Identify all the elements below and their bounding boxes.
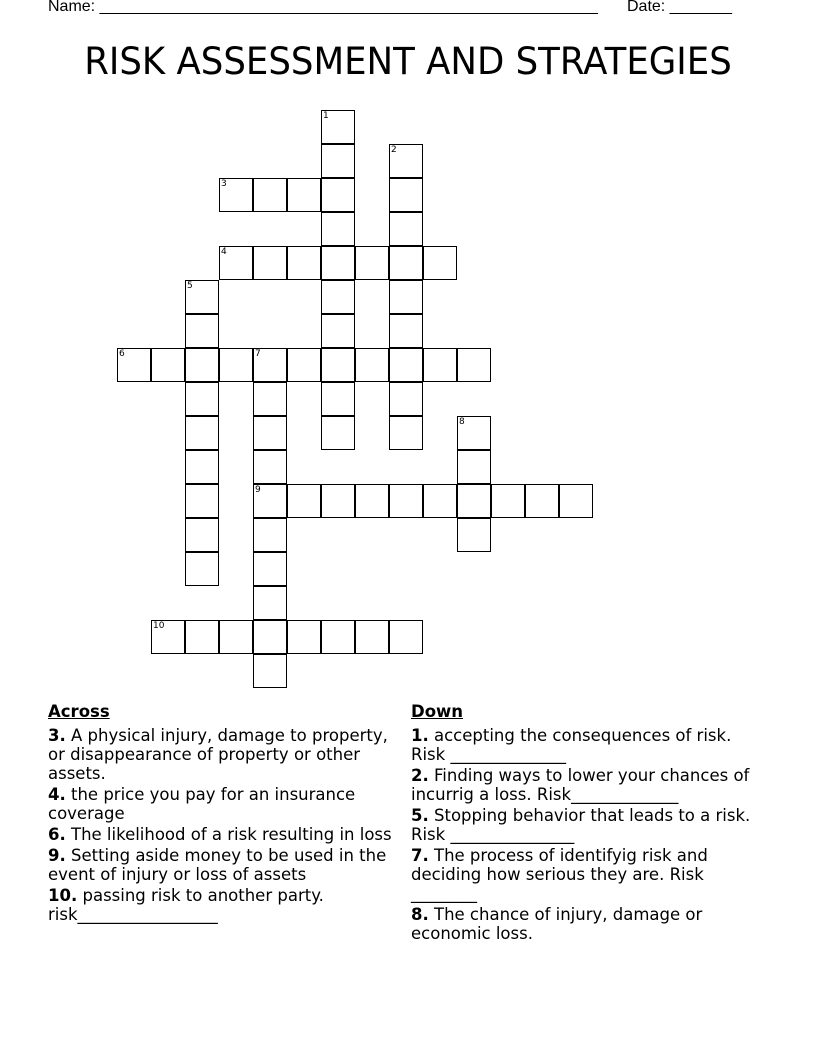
- clue-text: The process of identifyig risk and deciding how serious they are. Risk ________: [411, 846, 708, 903]
- grid-cell[interactable]: [287, 620, 321, 654]
- down-heading: Down: [411, 702, 464, 721]
- grid-cell[interactable]: [321, 212, 355, 246]
- page-title: RISK ASSESSMENT AND STRATEGIES: [84, 40, 732, 83]
- grid-cell[interactable]: [389, 280, 423, 314]
- clue-number: 8.: [411, 905, 429, 924]
- grid-cell[interactable]: [525, 484, 559, 518]
- down-clue-list: [411, 726, 756, 943]
- grid-cell[interactable]: [389, 178, 423, 212]
- clue-number: 10.: [48, 886, 78, 905]
- grid-cell[interactable]: [253, 348, 287, 382]
- grid-cell[interactable]: [559, 484, 593, 518]
- grid-cell[interactable]: [219, 246, 253, 280]
- grid-cell[interactable]: [321, 178, 355, 212]
- grid-cell[interactable]: [219, 348, 253, 382]
- across-clue: [48, 846, 393, 884]
- clue-text: Setting aside money to be used in the event of injury or loss of assets: [48, 846, 387, 884]
- grid-cell[interactable]: [457, 450, 491, 484]
- grid-cell[interactable]: [389, 144, 423, 178]
- grid-cell[interactable]: [219, 620, 253, 654]
- grid-cell[interactable]: [457, 518, 491, 552]
- clue-text: the price you pay for an insurance coverage: [48, 785, 356, 823]
- grid-cell[interactable]: [355, 484, 389, 518]
- grid-cell[interactable]: [253, 654, 287, 688]
- grid-cell[interactable]: [287, 178, 321, 212]
- cell-number: 1: [323, 111, 329, 121]
- down-clue: [411, 806, 756, 844]
- grid-cell[interactable]: [389, 382, 423, 416]
- cell-number: 3: [221, 179, 227, 189]
- across-clue: [48, 726, 393, 783]
- clue-number: 3.: [48, 726, 66, 745]
- cell-number: 5: [187, 281, 193, 291]
- across-clues: [48, 702, 393, 926]
- grid-cell[interactable]: [389, 212, 423, 246]
- grid-cell[interactable]: [389, 416, 423, 450]
- grid-cell[interactable]: [151, 348, 185, 382]
- grid-cell[interactable]: [185, 416, 219, 450]
- grid-cell[interactable]: [355, 620, 389, 654]
- grid-cell[interactable]: [321, 620, 355, 654]
- clue-text: The likelihood of a risk resulting in loss: [65, 825, 392, 844]
- clue-text: A physical injury, damage to property, or disappearance of property or other assets.: [48, 726, 388, 783]
- down-clue: [411, 766, 756, 804]
- grid-cell[interactable]: [389, 348, 423, 382]
- grid-cell[interactable]: [389, 620, 423, 654]
- grid-cell[interactable]: [185, 484, 219, 518]
- across-heading: Across: [48, 702, 110, 721]
- cell-number: 4: [221, 247, 227, 257]
- grid-cell[interactable]: [321, 484, 355, 518]
- grid-cell[interactable]: [321, 144, 355, 178]
- grid-cell[interactable]: [253, 620, 287, 654]
- cell-number: 2: [391, 145, 397, 155]
- clue-text: The chance of injury, damage or economic loss.: [411, 905, 703, 943]
- grid-cell[interactable]: [423, 484, 457, 518]
- grid-cell[interactable]: [253, 518, 287, 552]
- grid-cell[interactable]: [321, 280, 355, 314]
- grid-cell[interactable]: [457, 484, 491, 518]
- grid-cell[interactable]: [253, 484, 287, 518]
- date-field[interactable]: Date: _______: [627, 0, 732, 15]
- grid-cell[interactable]: [423, 246, 457, 280]
- grid-cell[interactable]: [185, 518, 219, 552]
- grid-cell[interactable]: [253, 246, 287, 280]
- grid-cell[interactable]: [389, 246, 423, 280]
- across-clue-list: [48, 726, 393, 924]
- clue-text: Stopping behavior that leads to a risk. Risk _______________: [411, 806, 751, 844]
- grid-cell[interactable]: [253, 382, 287, 416]
- grid-cell[interactable]: [185, 620, 219, 654]
- grid-cell[interactable]: [457, 416, 491, 450]
- down-clue: [411, 846, 756, 903]
- grid-cell[interactable]: [185, 314, 219, 348]
- across-clue: [48, 886, 393, 924]
- grid-cell[interactable]: [253, 178, 287, 212]
- grid-cell[interactable]: [287, 484, 321, 518]
- grid-cell[interactable]: [355, 348, 389, 382]
- cell-number: 7: [255, 349, 261, 359]
- cell-number: 10: [153, 621, 165, 631]
- clue-number: 6.: [48, 825, 66, 844]
- grid-cell[interactable]: [457, 348, 491, 382]
- grid-cell[interactable]: [287, 348, 321, 382]
- grid-cell[interactable]: [389, 484, 423, 518]
- grid-cell[interactable]: [321, 348, 355, 382]
- cell-number: 6: [119, 349, 125, 359]
- grid-cell[interactable]: [287, 246, 321, 280]
- header-line: [48, 0, 748, 16]
- grid-cell[interactable]: [321, 110, 355, 144]
- clue-number: 1.: [411, 726, 429, 745]
- grid-cell[interactable]: [423, 348, 457, 382]
- clue-number: 9.: [48, 846, 66, 865]
- grid-cell[interactable]: [185, 552, 219, 586]
- grid-cell[interactable]: [185, 348, 219, 382]
- grid-cell[interactable]: [151, 620, 185, 654]
- grid-cell[interactable]: [321, 416, 355, 450]
- grid-cell[interactable]: [321, 246, 355, 280]
- grid-cell[interactable]: [185, 450, 219, 484]
- clue-text: passing risk to another party. risk_________________: [48, 886, 324, 924]
- name-field[interactable]: Name: ________________________________________________________: [48, 0, 598, 15]
- grid-cell[interactable]: [355, 246, 389, 280]
- grid-cell[interactable]: [491, 484, 525, 518]
- clue-text: accepting the consequences of risk. Risk ______________: [411, 726, 732, 764]
- grid-cell[interactable]: [185, 382, 219, 416]
- clue-number: 2.: [411, 766, 429, 785]
- clue-number: 7.: [411, 846, 429, 865]
- grid-cell[interactable]: [253, 450, 287, 484]
- clue-number: 4.: [48, 785, 66, 804]
- down-clue: [411, 905, 756, 943]
- grid-cell[interactable]: [253, 416, 287, 450]
- grid-cell[interactable]: [389, 314, 423, 348]
- clue-text: Finding ways to lower your chances of incurrig a loss. Risk_____________: [411, 766, 750, 804]
- down-clue: [411, 726, 756, 764]
- grid-cell[interactable]: [321, 314, 355, 348]
- grid-cell[interactable]: [253, 552, 287, 586]
- grid-cell[interactable]: [219, 178, 253, 212]
- cell-number: 8: [459, 417, 465, 427]
- down-clues: [411, 702, 756, 945]
- grid-cell[interactable]: [117, 348, 151, 382]
- across-clue: [48, 785, 393, 823]
- grid-cell[interactable]: [185, 280, 219, 314]
- grid-cell[interactable]: [253, 586, 287, 620]
- clue-number: 5.: [411, 806, 429, 825]
- across-clue: [48, 825, 393, 844]
- cell-number: 9: [255, 485, 261, 495]
- grid-cell[interactable]: [321, 382, 355, 416]
